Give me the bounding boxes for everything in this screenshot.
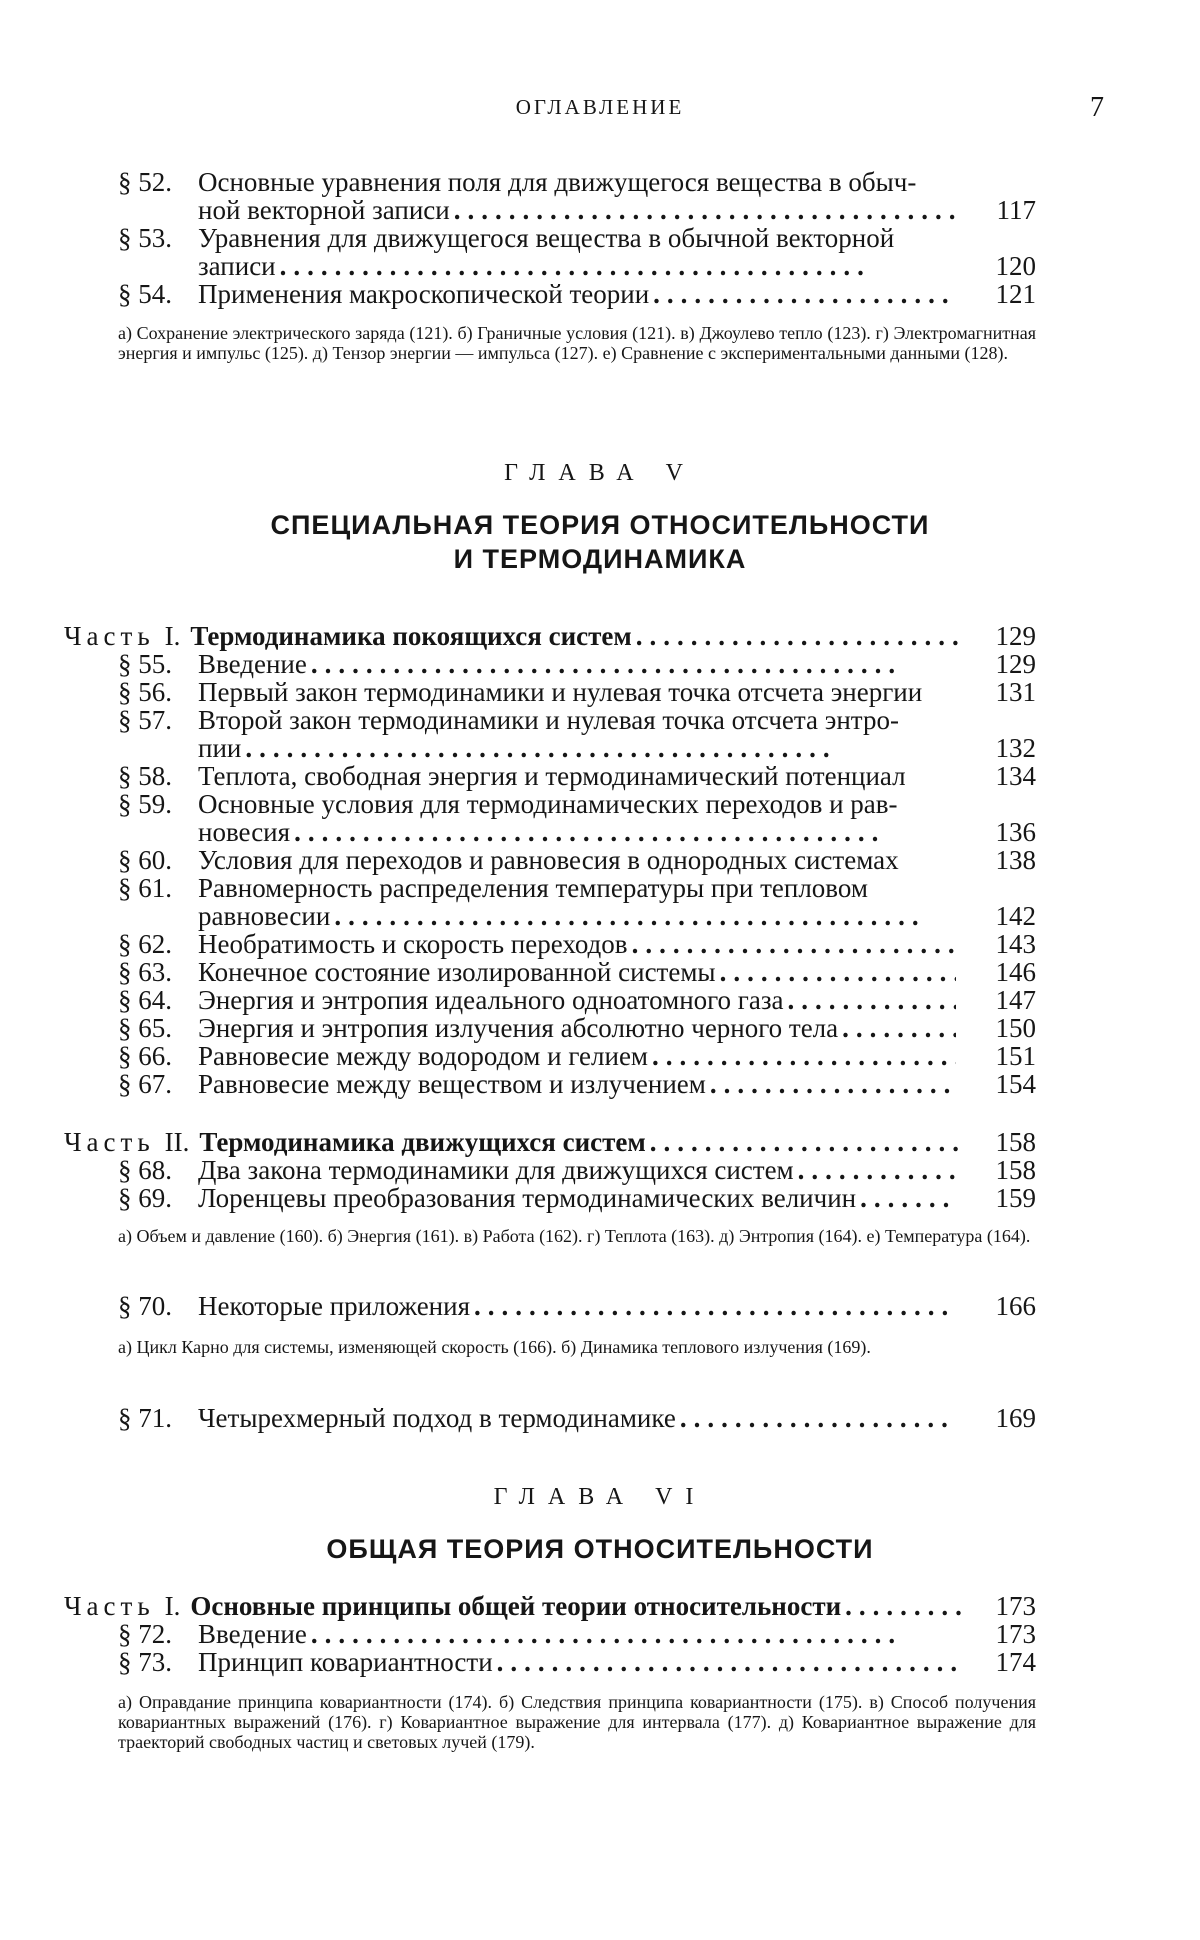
leader-dots: ....................... [650,1128,964,1156]
entry-title-line: Условия для переходов и равновесия в однородных системах [198,846,956,874]
toc-entry-59[interactable] [118,790,1036,846]
leader-dots: ........................................... [294,818,956,846]
part-title: Термодинамика движущихся систем [199,1128,645,1156]
entry-title-line: Второй закон термодинамики и нулевая точка отсчета энтро- [198,706,956,734]
section-number: § 69. [118,1184,172,1212]
entry-title-line: Необратимость и скорость переходов [198,930,628,958]
page-ref: 134 [976,762,1036,790]
leader-dots: ................................... [474,1292,956,1320]
toc-entry-72[interactable] [118,1620,1036,1648]
leader-dots: ..................... [680,1404,956,1432]
page-ref: 129 [976,650,1036,678]
page-ref: 166 [976,1292,1036,1320]
section-number: § 73. [118,1648,172,1676]
entry-title-line: Некоторые приложения [198,1292,470,1320]
page-ref: 169 [976,1404,1036,1432]
entry-title-line: Два закона термодинамики для движущихся систем [198,1156,794,1184]
part-number: I. [165,622,181,650]
part-word: Часть [64,1592,155,1620]
entry-title-line: Конечное состояние изолированной системы [198,958,716,986]
entry-title-line: Теплота, свободная энергия и термодинамический потенциал [198,762,956,790]
toc-part-1[interactable] [64,622,1036,650]
page-ref: 129 [976,622,1036,650]
entry-title-line: равновесии [198,902,330,930]
page-ref: 132 [976,734,1036,762]
page-ref: 158 [976,1156,1036,1184]
section-number: § 52. [118,168,172,196]
entry-title-line: Принцип ковариантности [198,1648,493,1676]
part-word: Часть [64,622,155,650]
entry-title-line: Основные условия для термодинамических переходов и рав- [198,790,956,818]
toc-entry-70[interactable] [118,1292,1036,1320]
part-word: Часть [64,1128,155,1156]
section-number: § 67. [118,1070,172,1098]
entry-title-line: Первый закон термодинамики и нулевая точка отсчета энергии [198,678,956,706]
entry-title-line: Введение [198,650,307,678]
entry-title-line: записи [198,252,276,280]
entry-title-line: Основные уравнения поля для движущегося вещества в обыч- [198,168,956,196]
section-number: § 64. [118,986,172,1014]
entry-title-line: ной векторной записи [198,196,450,224]
part-title: Термодинамика покоящихся систем [190,622,631,650]
leader-dots: ........ [842,1014,956,1042]
entry-title-line: Четырехмерный подход в термодинамике [198,1404,676,1432]
section-number: § 65. [118,1014,172,1042]
toc-entry-55[interactable] [118,650,1036,678]
section-number: § 58. [118,762,172,790]
section-number: § 63. [118,958,172,986]
toc-part-1-ch6[interactable] [64,1592,1036,1620]
toc-entry-53[interactable] [118,224,1036,280]
leader-dots: ........... [798,1156,956,1184]
page-ref: 117 [976,196,1036,224]
leader-dots: ........................................... [245,734,956,762]
entry-title-line: Энергия и энтропия излучения абсолютно черного тела [198,1014,838,1042]
subsection-list: а) Цикл Карно для системы, изменяющей скорость (166). б) Динамика теплового излучения (169). [118,1337,1036,1357]
section-number: § 53. [118,224,172,252]
entry-title-line: Равномерность распределения температуры при тепловом [198,874,956,902]
section-number: § 66. [118,1042,172,1070]
toc-entry-67[interactable] [118,1070,1036,1098]
part-title: Основные принципы общей теории относительности [190,1592,841,1620]
toc-entry-60[interactable] [118,846,1036,874]
subsection-list: а) Сохранение электрического заряда (121). б) Граничные условия (121). в) Джоулево тепло (123). г) Электромагнитная энергия и импульс (125). д) Тензор энергии — импульса (127). е) Сравнение с экспериментальными данными (128). [118,323,1036,363]
entry-title-line: Применения макроскопической теории [198,280,649,308]
entry-title-line: Лоренцевы преобразования термодинамических величин [198,1184,856,1212]
subsection-list: а) Оправдание принципа ковариантности (174). б) Следствия принципа ковариантности (175). в) Способ получения ковариантных выражений (176). г) Ковариантное выражение для интервала (177). д) Ковариантное выражение для траекторий свободных частиц и световых лучей (179). [118,1692,1036,1752]
leader-dots: ....... [860,1184,956,1212]
toc-entry-66[interactable] [118,1042,1036,1070]
page-ref: 138 [976,846,1036,874]
leader-dots: .................. [710,1070,956,1098]
page-number: 7 [1090,92,1104,124]
toc-entry-68[interactable] [118,1156,1036,1184]
page-ref: 173 [976,1620,1036,1648]
toc-entry-56[interactable] [118,678,1036,706]
toc-entry-63[interactable] [118,958,1036,986]
subsection-list: а) Объем и давление (160). б) Энергия (161). в) Работа (162). г) Теплота (163). д) Энтропия (164). е) Температура (164). [118,1226,1036,1246]
section-number: § 68. [118,1156,172,1184]
page-ref: 158 [976,1128,1036,1156]
book-page [0,0,1200,1940]
toc-entry-62[interactable] [118,930,1036,958]
section-number: § 70. [118,1292,172,1320]
page-ref: 121 [976,280,1036,308]
toc-part-2[interactable] [64,1128,1036,1156]
page-ref: 150 [976,1014,1036,1042]
page-ref: 120 [976,252,1036,280]
leader-dots: ........................................... [311,650,956,678]
running-title: ОГЛАВЛЕНИЕ [0,95,1200,120]
leader-dots: ................................. [497,1648,956,1676]
section-number: § 56. [118,678,172,706]
leader-dots: ..................................... [454,196,956,224]
entry-title-line: Равновесие между водородом и гелием [198,1042,648,1070]
toc-entry-64[interactable] [118,986,1036,1014]
toc-entry-58[interactable] [118,762,1036,790]
toc-entry-54[interactable] [118,280,1036,308]
chapter-title: И ТЕРМОДИНАМИКА [0,542,1200,576]
page-ref: 151 [976,1042,1036,1070]
toc-entry-69[interactable] [118,1184,1036,1212]
page-ref: 174 [976,1648,1036,1676]
section-number: § 71. [118,1404,172,1432]
page-ref: 154 [976,1070,1036,1098]
entry-title-line: пии [198,734,241,762]
chapter-title: СПЕЦИАЛЬНАЯ ТЕОРИЯ ОТНОСИТЕЛЬНОСТИ [0,508,1200,542]
chapter-title: ОБЩАЯ ТЕОРИЯ ОТНОСИТЕЛЬНОСТИ [0,1532,1200,1566]
leader-dots: ........................................... [311,1620,956,1648]
toc-entry-65[interactable] [118,1014,1036,1042]
leader-dots: ........ [845,1592,964,1620]
section-number: § 61. [118,874,172,902]
leader-dots: ....................... [636,622,964,650]
page-ref: 131 [976,678,1036,706]
section-number: § 62. [118,930,172,958]
leader-dots: ....................... [632,930,956,958]
toc-entry-61[interactable] [118,874,1036,930]
entry-title-line: Равновесие между веществом и излучением [198,1070,706,1098]
leader-dots: ........................................... [334,902,956,930]
toc-entry-71[interactable] [118,1404,1036,1432]
page-ref: 136 [976,818,1036,846]
chapter-label: ГЛАВА V [0,460,1200,487]
entry-title-line: Введение [198,1620,307,1648]
section-number: § 57. [118,706,172,734]
section-number: § 54. [118,280,172,308]
page-ref: 147 [976,986,1036,1014]
leader-dots: ...................... [653,280,956,308]
page-ref: 143 [976,930,1036,958]
part-number: II. [165,1128,190,1156]
page-ref: 142 [976,902,1036,930]
toc-entry-73[interactable] [118,1648,1036,1676]
leader-dots: ............ [788,986,956,1014]
leader-dots: ...................... [652,1042,956,1070]
section-number: § 72. [118,1620,172,1648]
chapter-label: ГЛАВА VI [0,1484,1200,1511]
page-ref: 173 [976,1592,1036,1620]
page-ref: 159 [976,1184,1036,1212]
section-number: § 55. [118,650,172,678]
entry-title-line: Энергия и энтропия идеального одноатомного газа [198,986,784,1014]
part-number: I. [165,1592,181,1620]
page-ref: 146 [976,958,1036,986]
section-number: § 59. [118,790,172,818]
section-number: § 60. [118,846,172,874]
toc-entry-52[interactable] [118,168,1036,224]
toc-entry-57[interactable] [118,706,1036,762]
leader-dots: ................. [720,958,956,986]
leader-dots: ........................................... [280,252,956,280]
entry-title-line: новесия [198,818,290,846]
entry-title-line: Уравнения для движущегося вещества в обычной векторной [198,224,956,252]
